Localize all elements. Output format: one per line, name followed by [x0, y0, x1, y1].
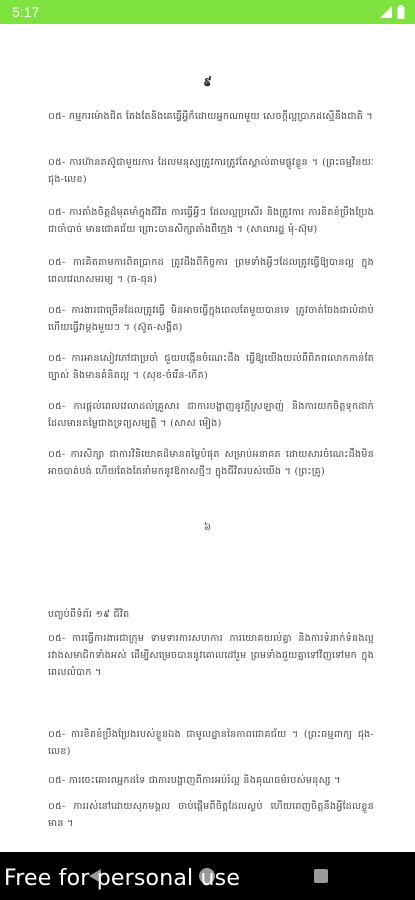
watermark-text: Free for personal use [4, 866, 241, 891]
status-icons [379, 5, 405, 19]
paragraph-7: ០៥- ការផ្តល់ពេលវេលាដល់គ្រួសារ ជាការបង្ហាញនូវក្តីស្រឡាញ់ និងការយកចិត្តទុកដាក់ ដែលមានតម្លៃជាងទ្រព្យសម្បត្តិ ។ (សាស ម៉ៀង) [48, 401, 374, 429]
document-page[interactable] [0, 24, 415, 852]
paragraph-12: ០៥- ការរស់នៅដោយសុភមង្គល ចាប់ផ្តើមពីចិត្តដែលស្ងប់ ហើយពេញចិត្តនឹងអ្វីដែលខ្លួនមាន ។ [48, 801, 374, 829]
paragraph-11: ០៥- ការចេះគោរពអ្នកដទៃ ជាការបង្ហាញពីការអប់រំល្អ និងគុណធម៌របស់មនុស្ស ។ [48, 775, 341, 786]
cell-signal-icon [379, 5, 393, 19]
paragraph-5: ០៥- ការងារជាច្រើនដែលត្រូវធ្វើ មិនអាចធ្វើក្នុងពេលតែមួយបានទេ ត្រូវចាត់ចែងជាលំដាប់ ហើយធ្វើវាម្តងមួយៗ ។ (ស៊ូត-សង្គីត) [48, 305, 374, 333]
status-bar [0, 0, 415, 24]
paragraph-4: ០៥- ការគិតតាមការពិតប្រាកដ ត្រូវដឹងពីកិច្ចការ ព្រមទាំងអ្វីៗដែលត្រូវធ្វើឱ្យបានល្អ ក្នុងពេលវេលាសមរម្យ ។ (ធ-ធុន) [48, 257, 374, 285]
page-number: ៩ [203, 75, 212, 89]
battery-icon [397, 5, 405, 19]
paragraph-6: ០៥- ការអានសៀវភៅជាប្រចាំ ជួយបង្កើនចំណេះដឹង ធ្វើឱ្យយើងយល់ពីពិភពលោកកាន់តែច្បាស់ និងមានគំនិតល្អ ។ (សុខ-ចំរើន-កើត) [48, 353, 374, 381]
paragraph-2: ០៥- ការហ៊ានតស៊ូជាមួយការ ដែលមនុស្សត្រូវការត្រូវតែស្គាល់តាមផ្លូវខ្លួន ។ (ព្រះធម្មវិនយៈ ជុង-លេខ) [48, 157, 374, 185]
section-heading: បញ្ចប់ពីទំព័រ ១៩ ជីវិត [48, 609, 130, 620]
status-time: 5:17 [12, 4, 40, 20]
paragraph-3: ០៥- ការតាំងចិត្តដ៏មុតមាំក្នុងជីវិត ការធ្វើអ្វីៗ ដែលល្អប្រសើរ និងត្រូវការ ការខិតខំប្រឹងប្រែងជាចាំបាច់ មានជោគជ័យ ព្រោះបានសិក្សាតាំងពីក្មេង ។ (សាលារដ្ឋ មុំ-ស៊ុម) [48, 207, 374, 235]
paragraph-9: ០៥- ការធ្វើការងារជាក្រុម ទាមទារការសហការ ការយោគយល់គ្នា និងការទំនាក់ទំនងល្អ រវាងសមាជិកទាំងអស់ ដើម្បីសម្រេចបាននូវគោលដៅរួម ព្រមទាំងជួយគ្នាទៅវិញទៅមក ក្នុងពេលលំបាក ។ [48, 633, 374, 678]
paragraph-10: ០៥- ការខិតខំប្រឹងប្រែងរបស់ខ្លួនឯង ជាមូលដ្ឋាននៃភាពជោគជ័យ ។ (ព្រះធម្មពាក្យ ជុង-លេខ) [48, 729, 374, 757]
paragraph-8: ០៥- ការសិក្សា ជាការវិនិយោគដ៏មានតម្លៃបំផុត សម្រាប់អនាគត ដោយសារចំណេះដឹងមិនអាចបាត់បង់ ហើយតែងតែនាំមកនូវឱកាសថ្មីៗ ក្នុងជីវិតរបស់យើង ។ (ព្រះគ្រូ) [48, 449, 374, 477]
page-break-mark: ៦ [203, 522, 212, 533]
recents-square-icon[interactable] [314, 869, 328, 883]
paragraph-1: ០៥- កម្មករម៉ោងជិត តែងតែនិងគេធ្វើអ្វីក៏ដោយអ្នកណាមួយ សេចក្តីល្អប្រាកដស្មើនឹងជាតិ ។ [48, 111, 373, 122]
